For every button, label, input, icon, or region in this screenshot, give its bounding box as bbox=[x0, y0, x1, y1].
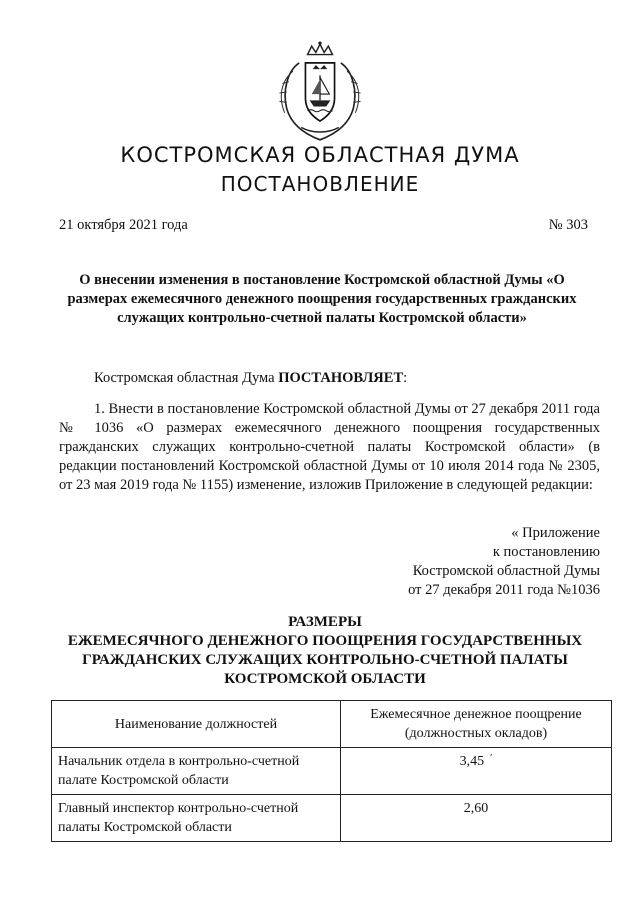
bonus-value: 3,45 bbox=[459, 754, 485, 769]
paragraph-1: 1. Внести в постановление Костромской областной Думы от 27 декабря 2011 года № 1036 «О размерах ежемесячного денежного поощрения государственных гражданских служащих контрольно-счетной палаты Костромской области» (в редакции постановлений Костромской областной Думы от 10 июля 2014 года № 2305, от 23 мая 2019 года № 1155) изменение, изложив Приложение в следующей редакции: bbox=[59, 401, 600, 493]
column-header-bonus-line: Ежемесячное денежное поощрение bbox=[370, 707, 582, 722]
bonus-value-cell bbox=[341, 748, 612, 795]
position-line: Начальник отдела в контрольно-счетной bbox=[58, 754, 300, 769]
bonus-value: 2,60 bbox=[463, 801, 489, 816]
column-header-bonus-line: (должностных окладов) bbox=[404, 726, 548, 741]
subject-line: служащих контрольно-счетной палаты Костромской области» bbox=[117, 310, 527, 326]
document-type: ПОСТАНОВЛЕНИЕ bbox=[220, 172, 420, 196]
bonus-table bbox=[51, 700, 612, 842]
position-line: Главный инспектор контрольно-счетной bbox=[58, 801, 299, 816]
sizes-line: РАЗМЕРЫ bbox=[288, 614, 362, 630]
table-header-row bbox=[52, 701, 612, 748]
table-row bbox=[52, 795, 612, 842]
resolves-prefix: Костромская областная Дума bbox=[94, 370, 279, 386]
column-header-bonus bbox=[341, 701, 612, 748]
position-cell bbox=[52, 795, 341, 842]
resolves-statement bbox=[94, 370, 407, 387]
sizes-line: ЕЖЕМЕСЯЧНОГО ДЕНЕЖНОГО ПООЩРЕНИЯ ГОСУДАРСТВЕННЫХ bbox=[67, 633, 583, 649]
appendix-reference bbox=[408, 524, 600, 600]
sizes-heading bbox=[40, 613, 610, 689]
sizes-line: КОСТРОМСКОЙ ОБЛАСТИ bbox=[224, 671, 426, 687]
tick-mark-icon: ʹ bbox=[490, 753, 493, 764]
appendix-line: от 27 декабря 2011 года №1036 bbox=[408, 582, 600, 598]
position-cell bbox=[52, 748, 341, 795]
document-number: № 303 bbox=[548, 217, 588, 233]
appendix-line: Костромской областной Думы bbox=[412, 563, 600, 579]
resolves-suffix: : bbox=[403, 370, 408, 386]
bonus-value-cell bbox=[341, 795, 612, 842]
subject-line: О внесении изменения в постановление Костромской областной Думы «О bbox=[79, 272, 565, 288]
document-subject bbox=[52, 271, 592, 328]
sizes-line: ГРАЖДАНСКИХ СЛУЖАЩИХ КОНТРОЛЬНО-СЧЕТНОЙ ПАЛАТЫ bbox=[82, 652, 568, 668]
column-header-position: Наименование должностей bbox=[52, 701, 341, 748]
document-date: 21 октября 2021 года bbox=[59, 217, 188, 233]
table-row bbox=[52, 748, 612, 795]
coat-of-arms-icon bbox=[268, 40, 372, 144]
appendix-line: « Приложение bbox=[511, 525, 600, 541]
subject-line: размерах ежемесячного денежного поощрения государственных гражданских bbox=[67, 291, 577, 307]
position-line: палате Костромской области bbox=[58, 773, 229, 788]
organization-title: КОСТРОМСКАЯ ОБЛАСТНАЯ ДУМА bbox=[120, 143, 520, 167]
position-line: палаты Костромской области bbox=[58, 820, 232, 835]
appendix-line: к постановлению bbox=[492, 544, 600, 560]
resolves-keyword: ПОСТАНОВЛЯЕТ bbox=[278, 370, 404, 386]
